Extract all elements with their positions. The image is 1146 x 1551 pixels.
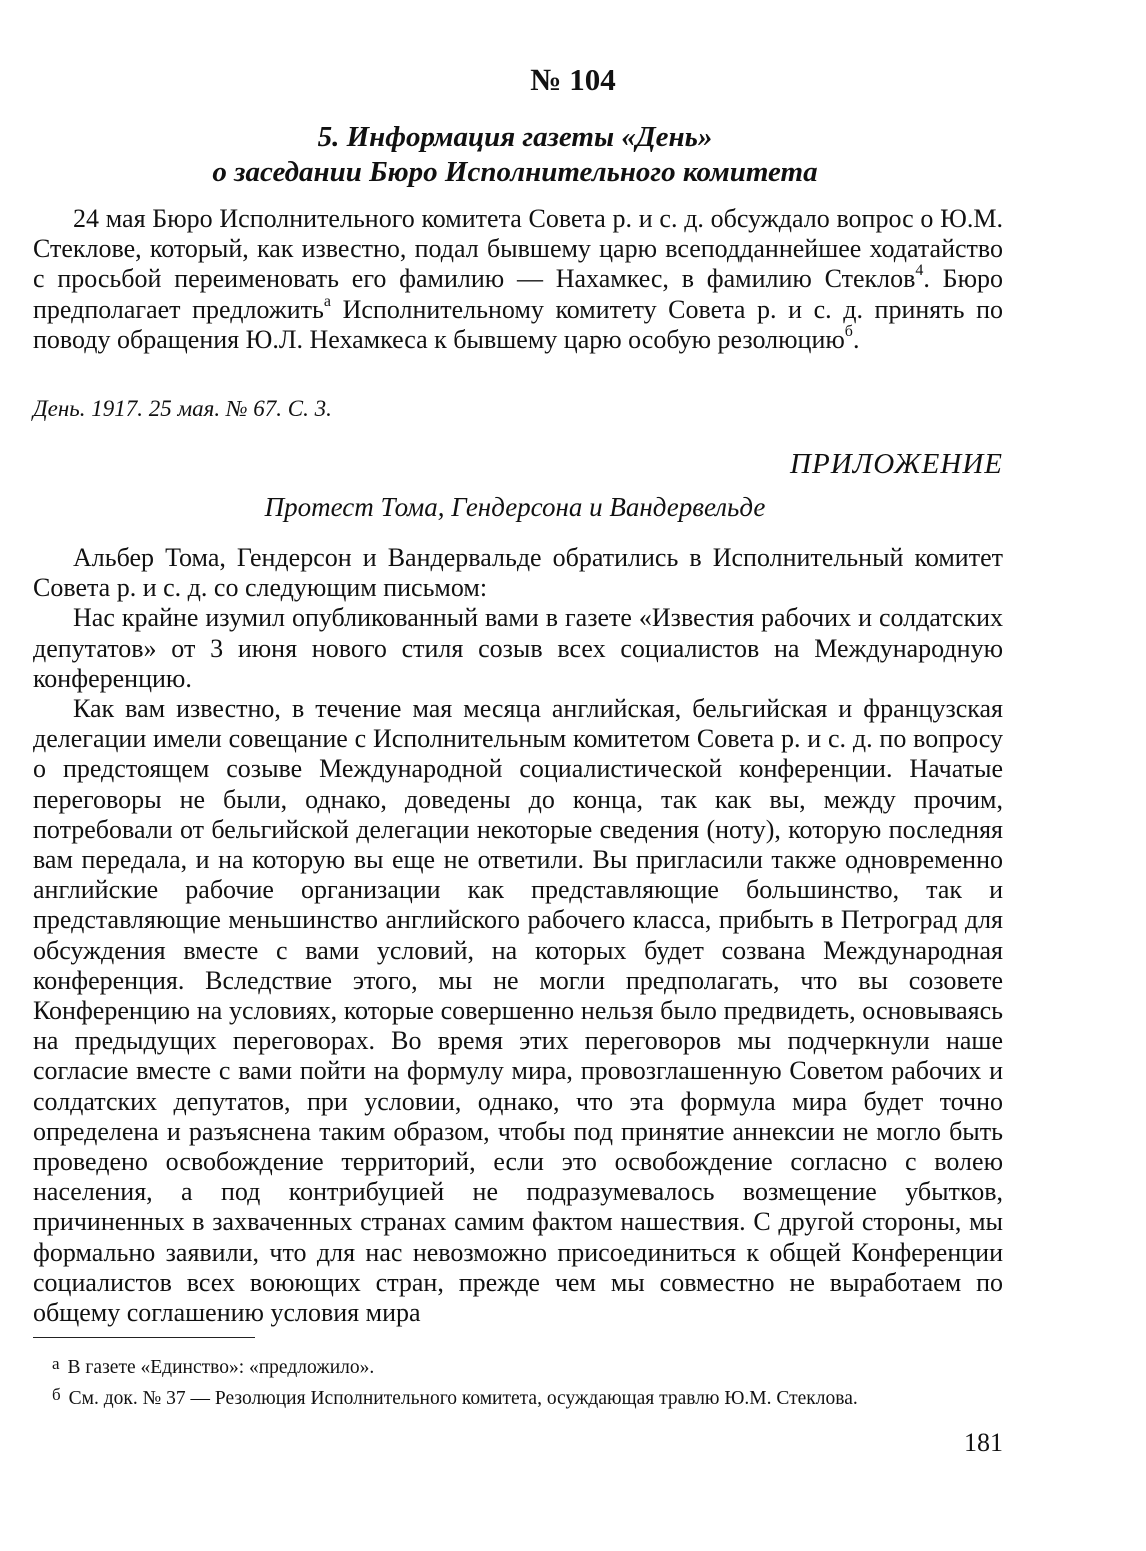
footnote-divider bbox=[33, 1337, 255, 1338]
footnote-b bbox=[33, 1381, 1003, 1412]
subtitle-line-2: о заседании Бюро Исполнительного комитета bbox=[212, 156, 818, 188]
footnote-ref-a: а bbox=[323, 292, 331, 310]
document-number: № 104 bbox=[530, 62, 616, 97]
footnote-a bbox=[33, 1350, 1003, 1381]
document-subtitle bbox=[0, 120, 1030, 190]
appendix-paragraph-3: Как вам известно, в течение мая месяца английская, бельгийская и французская делегации имели совещание с Исполнительным комитетом Совета р. и с. д. по вопросу о предстоящем созыве Международной социалистической конференции. Начатые переговоры не были, однако, доведены до конца, так как вы, между прочим, потребовали от бельгийской делегации некоторые сведения (ноту), которую последняя вам передала, и на которую вы еще не ответили. Вы пригласили также одновременно английские рабочие организации как представляющие большинство, так и представляющие меньшинство английского рабочего класса, прибыть в Петроград для обсуждения вместе с вами условий, на которых будет созвана Международная конференция. Вследствие этого, мы не могли предполагать, что вы созовете Конференцию на условиях, которые совершенно нельзя было предвидеть, основываясь на предыдущих переговорах. Во время этих переговоров мы подчеркнули наше согласие вместе с вами пойти на формулу мира, провозглашенную Советом рабочих и солдатских депутатов, при условии, однако, что эта формула мира будет точно определена и разъяснена таким образом, чтобы под принятие аннексии не могло быть проведено освобождение территорий, если это освобождение согласно с волею населения, а под контрибуцией не подразумевалось возмещение убытков, причиненных в захваченных странах самим фактом нашествия. С другой стороны, мы формально заявили, что для нас невозможно присоединиться к общей Конференции социалистов всех воюющих стран, прежде чем мы совместно не выработаем по общему соглашению условия мира bbox=[33, 694, 1003, 1328]
page-number: 181 bbox=[964, 1428, 1003, 1457]
subtitle-line-1: 5. Информация газеты «День» bbox=[317, 121, 713, 153]
appendix-body bbox=[33, 543, 1003, 1328]
appendix-paragraph-1: Альбер Тома, Гендерсон и Вандервальде обратились в Исполнительный комитет Совета р. и с. д. со следующим письмом: bbox=[33, 543, 1003, 603]
footnotes bbox=[33, 1350, 1003, 1412]
article-text-a: 24 мая Бюро Исполнительного комитета Совета р. и с. д. обсуждало вопрос о Ю.М. Стеклове, который, как известно, подал бывшему царю всеподданнейшее ходатайство с просьбой переименовать его фамилию — Нахамкес, в фамилию Стеклов bbox=[33, 204, 1003, 294]
footnote-mark-a: а bbox=[52, 1354, 60, 1373]
footnote-ref-b: б bbox=[844, 322, 853, 340]
article-paragraph bbox=[33, 204, 1003, 355]
article-text-b: . Бюро предполагает предложить bbox=[33, 264, 1004, 324]
appendix-heading: ПРИЛОЖЕНИЕ bbox=[790, 448, 1003, 480]
article-body bbox=[33, 204, 1003, 355]
appendix-title: Протест Тома, Гендерсона и Вандервельде bbox=[264, 492, 766, 522]
footnote-text-b: См. док. № 37 — Резолюция Исполнительного комитета, осуждающая травлю Ю.М. Стеклова. bbox=[68, 1388, 858, 1409]
appendix-paragraph-2: Нас крайне изумил опубликованный вами в газете «Известия рабочих и солдатских депутатов» от 3 июня нового стиля созыв всех социалистов на Международную конференцию. bbox=[33, 603, 1003, 693]
article-text-c: Исполнительному комитету Совета р. и с. д. принять по поводу обращения Ю.Л. Нехамкеса к бывшему царю особую резолюцию bbox=[33, 294, 1003, 354]
footnote-ref-4: 4 bbox=[915, 262, 924, 280]
article-text-d: . bbox=[852, 324, 860, 354]
footnote-mark-b: б bbox=[52, 1385, 61, 1404]
footnote-text-a: В газете «Единство»: «предложило». bbox=[67, 1357, 375, 1378]
source-citation: День. 1917. 25 мая. № 67. С. 3. bbox=[33, 396, 332, 421]
